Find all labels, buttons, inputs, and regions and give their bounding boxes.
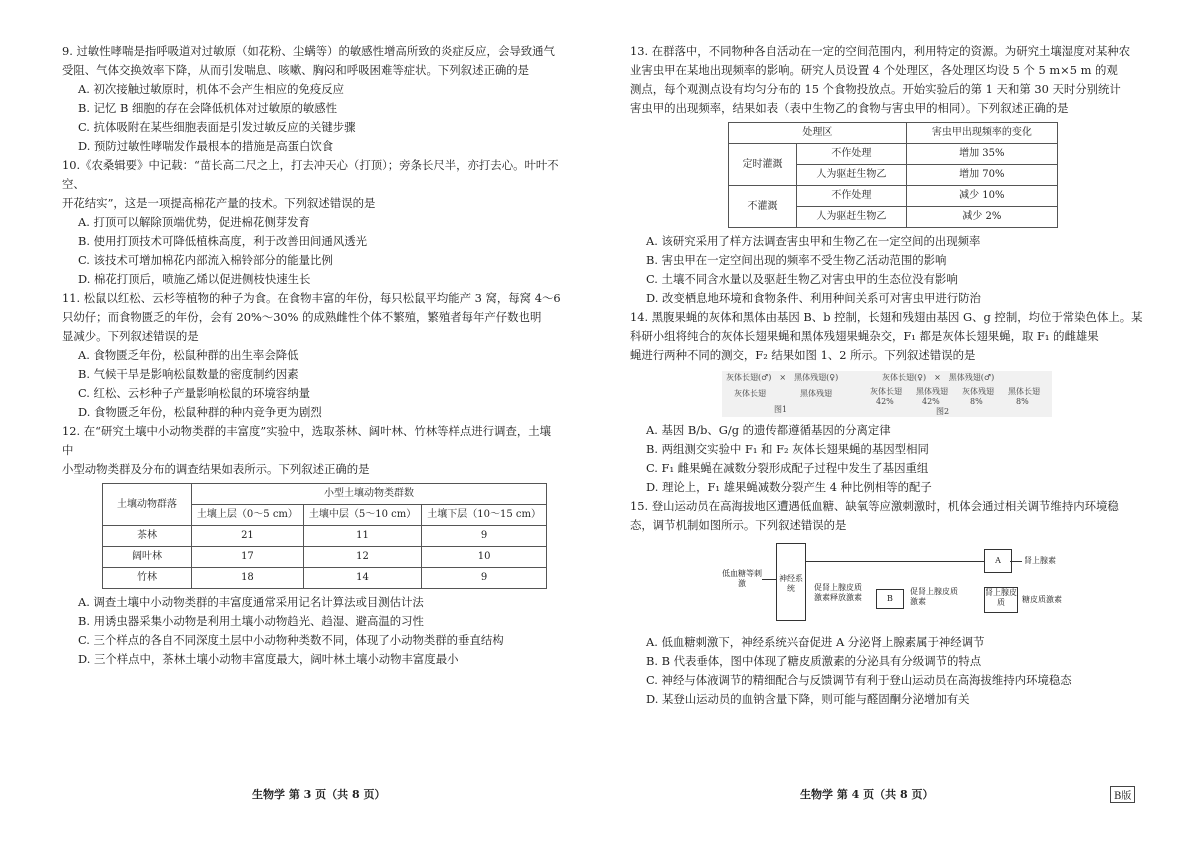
q13-option-a: A. 该研究采用了样方法调查害虫甲和生物乙在一定空间的出现频率 (646, 234, 981, 248)
table-row (103, 568, 547, 589)
diagram-b-box: B (876, 589, 904, 609)
fig1-cross: 灰体长翅(♂) × 黑体残翅(♀) (726, 373, 839, 382)
table-row (729, 144, 1058, 165)
row-name: 竹林 (103, 568, 192, 589)
q15-stem-1: 15. 登山运动员在高海拔地区遭遇低血糖、缺氧等应激刺激时，机体会通过相关调节维持内环境稳 (630, 499, 1119, 513)
table-row (729, 186, 1058, 207)
question-11 (62, 289, 562, 422)
q15-option-a: A. 低血糖刺激下，神经系统兴奋促进 A 分泌肾上腺素属于神经调节 (646, 635, 985, 649)
fig1-label: 图1 (774, 405, 788, 414)
q10-option-d: D. 棉花打顶后，喷施乙烯以促进侧枝快速生长 (78, 272, 311, 286)
q12-stem-2: 小型动物类群及分布的调查结果如表所示。下列叙述正确的是 (62, 462, 370, 476)
q10-option-c: C. 该技术可增加棉花内部流入棉铃部分的能量比例 (78, 253, 333, 267)
diagram-nerve-box: 神经系统 (776, 543, 806, 621)
question-13 (630, 42, 1165, 308)
diagram-a-box: A (984, 549, 1012, 573)
cell: 14 (303, 568, 421, 589)
q12-option-a: A. 调查土壤中小动物类群的丰富度通常采用记名计算法或目测估计法 (78, 595, 424, 609)
q12-table-col-2: 土壤中层（5～10 cm） (303, 505, 421, 526)
q12-option-b: B. 用诱虫器采集小动物是利用土壤小动物趋光、趋湿、避高温的习性 (78, 614, 424, 628)
left-column (62, 42, 562, 669)
q9-option-c: C. 抗体吸附在某些细胞表面是引发过敏反应的关键步骤 (78, 120, 356, 134)
arrow-line (762, 579, 776, 580)
q14-stem-2: 科研小组将纯合的灰体长翅果蝇和黑体残翅果蝇杂交，F₁ 都是灰体长翅果蝇，取 F₁ 的雌雄果 (630, 329, 1099, 343)
table-row (103, 547, 547, 568)
q13-option-d: D. 改变栖息地环境和食物条件、利用种间关系可对害虫甲进行防治 (646, 291, 981, 305)
q10-stem-2: 开花结实”，这是一项提高棉花产量的技术。下列叙述错误的是 (62, 196, 376, 210)
left-page-footer: 生物学 第 3 页（共 8 页） (252, 788, 386, 801)
q12-table-col-1: 土壤上层（0～5 cm） (192, 505, 304, 526)
q10-option-a: A. 打顶可以解除顶端优势，促进棉花侧芽发育 (78, 215, 310, 229)
fig2-percent-4: 8% (1016, 397, 1029, 406)
row-name: 茶林 (103, 526, 192, 547)
fig1-offspring-1: 灰体长翅 (734, 389, 766, 398)
cell: 9 (422, 526, 547, 547)
q11-option-a: A. 食物匮乏年份，松鼠种群的出生率会降低 (78, 348, 299, 362)
right-page (600, 0, 1200, 848)
q15-regulation-diagram (722, 539, 1102, 627)
diagram-input-label: 低血糖等刺激 (722, 569, 762, 588)
q14-option-c: C. F₁ 雌果蝇在减数分裂形成配子过程中发生了基因重组 (646, 461, 929, 475)
q10-stem-1: 10.《农桑辑要》中记载：“苗长高二尺之上，打去冲天心（打顶）；旁条长尺半，亦打去心。叶叶不空、 (62, 158, 559, 191)
arrow-line (806, 561, 984, 562)
q12-stem-1: 12. 在“研究土壤中小动物类群的丰富度”实验中，选取茶林、阔叶林、竹林等样点进行调查，土壤中 (62, 424, 552, 457)
q14-option-a: A. 基因 B/b、G/g 的遗传都遵循基因的分离定律 (646, 423, 891, 437)
q14-option-b: B. 两组测交实验中 F₁ 和 F₂ 灰体长翅果蝇的基因型相同 (646, 442, 929, 456)
diagram-cortex-box: 肾上腺皮质 (984, 587, 1018, 613)
q15-stem-2: 态，调节机制如图所示。下列叙述错误的是 (630, 518, 847, 532)
q13-table (728, 122, 1058, 228)
q13-stem-2: 业害虫甲在某地出现频率的影响。研究人员设置 4 个处理区，各处理区均设 5 个 5 m×5 m 的观 (630, 63, 1118, 77)
q13-stem-3: 测点，每个观测点设有均匀分布的 15 个食物投放点。开始实验后的第 1 天和第 30 天时分别统计 (630, 82, 1121, 96)
q11-stem-1: 11. 松鼠以红松、云杉等植物的种子为食。在食物丰富的年份，每只松鼠平均能产 3 窝，每窝 4～6 (62, 291, 561, 305)
q13-stem-1: 13. 在群落中，不同物种各自活动在一定的空间范围内，利用特定的资源。为研究土壤湿度对某种农 (630, 44, 1131, 58)
diagram-cortisol-label: 糖皮质激素 (1022, 595, 1062, 604)
q9-option-b: B. 记忆 B 细胞的存在会降低机体对过敏原的敏感性 (78, 101, 338, 115)
diagram-adrenaline-label: 肾上腺素 (1024, 556, 1056, 565)
fig2-percent-2: 42% (922, 397, 940, 406)
cell: 18 (192, 568, 304, 589)
q12-table-col-3: 土壤下层（10～15 cm） (422, 505, 547, 526)
fig2-offspring-2: 黑体残翅 (916, 387, 948, 396)
q11-stem-2: 只幼仔；而食物匮乏的年份，会有 20%～30% 的成熟雌性个体不繁殖，繁殖者每年产仔数也明 (62, 310, 542, 324)
q9-option-a: A. 初次接触过敏原时，机体不会产生相应的免疫反应 (78, 82, 345, 96)
question-9 (62, 42, 562, 156)
q11-option-c: C. 红松、云杉种子产量影响松鼠的环境容纳量 (78, 386, 310, 400)
version-badge: B版 (1110, 786, 1135, 803)
row-name: 阔叶林 (103, 547, 192, 568)
q15-option-b: B. B 代表垂体，图中体现了糖皮质激素的分泌具有分级调节的特点 (646, 654, 982, 668)
diagram-hormone2-label: 促肾上腺皮质激素 (910, 587, 958, 606)
group-name: 定时灌溉 (729, 144, 797, 186)
cell: 减少 10% (906, 186, 1057, 207)
q9-option-d: D. 预防过敏性哮喘发作最根本的措施是高蛋白饮食 (78, 139, 334, 153)
cell: 增加 35% (906, 144, 1057, 165)
cell: 减少 2% (906, 207, 1057, 228)
right-page-footer: 生物学 第 4 页（共 8 页） (800, 788, 934, 801)
q9-stem-2: 受阻、气体交换效率下降，从而引发喘息、咳嗽、胸闷和呼吸困难等症状。下列叙述正确的是 (62, 63, 530, 77)
diagram-hormone1-label: 促肾上腺皮质激素释放激素 (814, 583, 862, 602)
q13-table-header-2: 害虫甲出现频率的变化 (906, 123, 1057, 144)
right-column (630, 42, 1165, 709)
q11-option-b: B. 气候干旱是影响松鼠数量的密度制约因素 (78, 367, 299, 381)
q13-stem-4: 害虫甲的出现频率，结果如表（表中生物乙的食物与害虫甲的相同）。下列叙述正确的是 (630, 101, 1069, 115)
q14-option-d: D. 理论上，F₁ 雄果蝇减数分裂产生 4 种比例相等的配子 (646, 480, 932, 494)
q12-table-group-header: 小型土壤动物类群数 (192, 484, 547, 505)
q14-stem-3: 蝇进行两种不同的测交，F₂ 结果如图 1、2 所示。下列叙述错误的是 (630, 348, 976, 362)
fig2-offspring-1: 灰体长翅 (870, 387, 902, 396)
question-12 (62, 422, 562, 669)
fig2-cross: 灰体长翅(♀) × 黑体残翅(♂) (882, 373, 995, 382)
group-name: 不灌溉 (729, 186, 797, 228)
q9-stem-1: 9. 过敏性哮喘是指呼吸道对过敏原（如花粉、尘螨等）的敏感性增高所致的炎症反应，会导致通气 (62, 44, 555, 58)
q11-stem-3: 显减少。下列叙述错误的是 (62, 329, 199, 343)
q14-stem-1: 14. 黑腹果蝇的灰体和黑体由基因 B、b 控制，长翅和残翅由基因 G、g 控制，均位于常染色体上。某 (630, 310, 1143, 324)
fig2-offspring-4: 黑体长翅 (1008, 387, 1040, 396)
question-10 (62, 156, 562, 289)
fig2-percent-1: 42% (876, 397, 894, 406)
cell: 17 (192, 547, 304, 568)
cell: 增加 70% (906, 165, 1057, 186)
cell: 人为驱赶生物乙 (797, 165, 907, 186)
table-row (103, 526, 547, 547)
question-15 (630, 497, 1165, 709)
cell: 9 (422, 568, 547, 589)
q15-option-d: D. 某登山运动员的血钠含量下降，则可能与醛固酮分泌增加有关 (646, 692, 970, 706)
cell: 21 (192, 526, 304, 547)
q11-option-d: D. 食物匮乏年份，松鼠种群的种内竞争更为剧烈 (78, 405, 322, 419)
cell: 12 (303, 547, 421, 568)
cell: 人为驱赶生物乙 (797, 207, 907, 228)
cell: 10 (422, 547, 547, 568)
fig2-label: 图2 (936, 407, 950, 416)
q13-option-c: C. 土壤不同含水量以及驱赶生物乙对害虫甲的生态位没有影响 (646, 272, 958, 286)
fig2-offspring-3: 灰体残翅 (962, 387, 994, 396)
cell: 不作处理 (797, 186, 907, 207)
cell: 不作处理 (797, 144, 907, 165)
fig2-percent-3: 8% (970, 397, 983, 406)
cell: 11 (303, 526, 421, 547)
q13-table-header-1: 处理区 (729, 123, 907, 144)
q12-table-corner: 土壤动物群落 (103, 484, 192, 526)
q12-table (102, 483, 547, 589)
question-14 (630, 308, 1165, 497)
q10-option-b: B. 使用打顶技术可降低植株高度，利于改善田间通风透光 (78, 234, 367, 248)
q12-option-c: C. 三个样点的各自不同深度土层中小动物种类数不同，体现了小动物类群的垂直结构 (78, 633, 504, 647)
fig1-offspring-2: 黑体残翅 (800, 389, 832, 398)
q13-option-b: B. 害虫甲在一定空间出现的频率不受生物乙活动范围的影响 (646, 253, 947, 267)
q15-option-c: C. 神经与体液调节的精细配合与反馈调节有利于登山运动员在高海拔维持内环境稳态 (646, 673, 1072, 687)
q12-option-d: D. 三个样点中，茶林土壤小动物丰富度最大，阔叶林土壤小动物丰富度最小 (78, 652, 459, 666)
arrow-line (1010, 561, 1022, 562)
q14-cross-figure (722, 371, 1052, 417)
